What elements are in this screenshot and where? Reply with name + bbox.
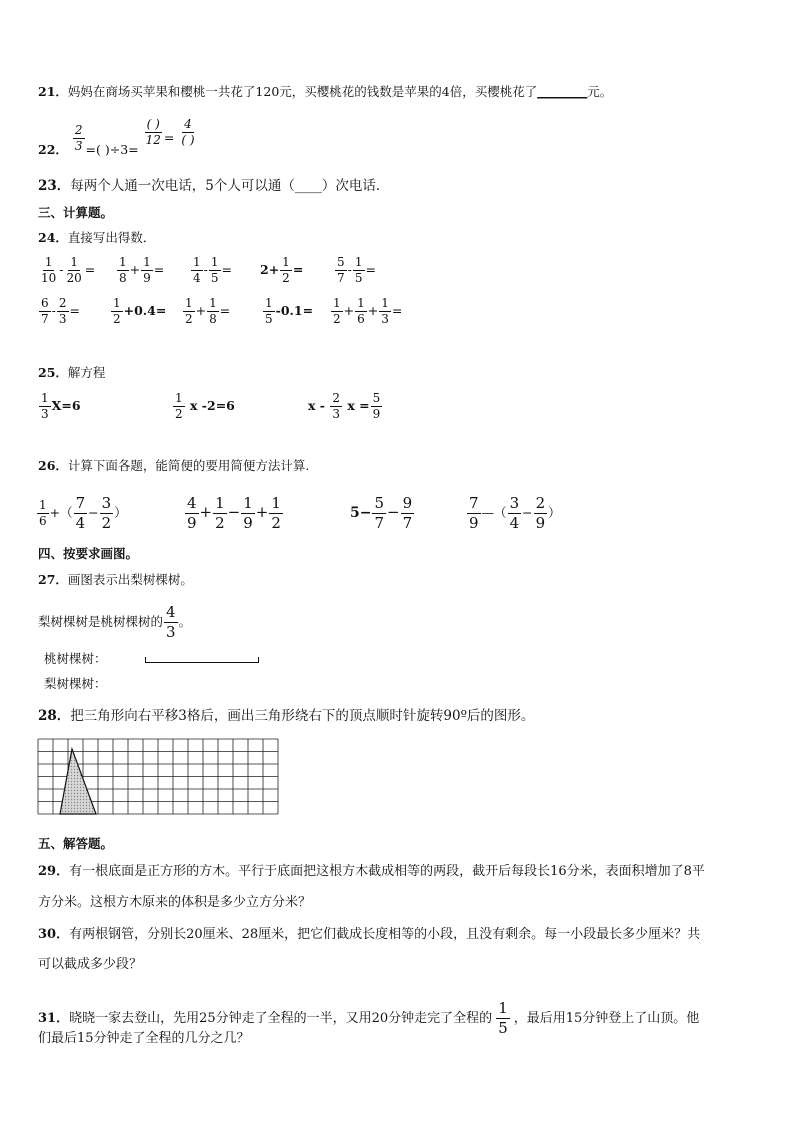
q22-eq: =	[163, 130, 175, 145]
question-26-title	[38, 458, 309, 474]
peach-trees-label: 桃树棵树：	[44, 651, 107, 666]
q24-number: 24．	[38, 230, 68, 245]
question-31-line-2: 们最后15分钟走了全程的几分之几？	[38, 1031, 250, 1046]
q26-expr-c: 5− $\frac{5}{7}$ − $\frac{9}{7}$	[350, 494, 413, 532]
q24-expr-k: $\frac{1}{2}$ + $\frac{1}{6}$ + $\frac{1}{3}$ =	[333, 296, 403, 326]
q27-number: 27．	[38, 572, 68, 587]
q26-number: 26．	[38, 458, 68, 473]
q22-number: 22．	[38, 142, 68, 157]
q23-text: 每两个人通一次电话，5个人可以通（____）次电话．	[70, 178, 390, 194]
q24-expr-i: $\frac{1}{2}$ + $\frac{1}{8}$ =	[185, 296, 231, 326]
question-25-title	[38, 365, 105, 381]
question-21	[38, 84, 612, 100]
q21-number: 21．	[38, 84, 68, 99]
q29-number: 29．	[38, 864, 70, 879]
q21-text: 妈妈在商场买苹果和樱桃一共花了120元，买樱桃花的钱数是苹果的4倍，买樱桃花了	[67, 84, 538, 99]
q24-expr-b: $\frac{1}{8}$ + $\frac{1}{9}$ =	[119, 255, 165, 285]
question-28	[38, 708, 534, 724]
q27-title: 画图表示出梨树棵树。	[67, 572, 193, 587]
q24-expr-a: $\frac{1}{10}$ - $\frac{1}{20}$ =	[41, 255, 96, 285]
q24-expr-d: 2+ $\frac{1}{2}$ =	[260, 255, 304, 285]
drawing-grid[interactable]	[37, 738, 280, 820]
q22-fraction-2[interactable]: $\frac{( )}{12}$	[145, 117, 161, 147]
question-24-title	[38, 230, 155, 246]
q25-equation-2: $\frac{1}{2}$ x -2=6	[175, 391, 235, 421]
q23-number: 23．	[38, 178, 71, 194]
q26-title: 计算下面各题，能简便的要用简便方法计算.	[67, 458, 310, 473]
q24-expr-j: $\frac{1}{5}$ -0.1=	[265, 296, 314, 326]
q26-expr-a: $\frac{1}{6}$ +（ $\frac{7}{4}$ − $\frac{3}{2}$ ）	[39, 494, 127, 532]
q22-part1[interactable]: =( )÷3=	[85, 142, 139, 157]
grid-svg	[37, 738, 280, 816]
q24-title: 直接写出得数．	[67, 230, 156, 245]
question-30-line-1: 30．有两根钢管，分别长20厘米、28厘米，把它们截成长度相等的小段，且没有剩余。每一小段最长多少厘米？共	[38, 927, 701, 942]
q24-expr-c: $\frac{1}{4}$ - $\frac{1}{5}$ =	[193, 255, 232, 285]
question-31-line-1: 31．晓晓一家去登山，先用25分钟走了全程的一半，又用20分钟走完了全程的 $\frac{1}{5}$ ，最后用15分钟登上了山顶。他	[38, 999, 700, 1037]
peach-trees-segment	[145, 657, 259, 663]
q22-fraction-3[interactable]: $\frac{4}{( )}$	[181, 117, 195, 147]
question-29-line-1: 29．有一根底面是正方形的方木。平行于底面把这根方木截成相等的两段，截开后每段长16分米，表面积增加了8平	[38, 864, 705, 879]
q25-title: 解方程	[67, 365, 106, 380]
q24-expr-g: $\frac{6}{7}$ - $\frac{2}{3}$ =	[41, 296, 80, 326]
question-30-line-2: 可以截成多少段？	[38, 957, 143, 972]
q26-expr-d: $\frac{7}{9}$ —（ $\frac{3}{4}$ − $\frac{2}{9}$ ）	[469, 494, 561, 532]
q30-number: 30．	[38, 927, 70, 942]
q27-sentence: 梨树棵树是桃树棵树的 $\frac{4}{3}$ 。	[38, 603, 192, 641]
q24-expr-h: $\frac{1}{2}$ +0.4=	[113, 296, 167, 326]
pear-trees-label: 梨树棵树：	[44, 676, 107, 691]
section-5-heading: 五、解答题。	[38, 836, 114, 851]
question-23	[38, 178, 389, 194]
q26-expr-b: $\frac{4}{9}$ + $\frac{1}{2}$ − $\frac{1}{9}$ + $\frac{1}{2}$	[187, 494, 281, 532]
section-4-heading: 四、按要求画图。	[38, 546, 139, 561]
question-27-title	[38, 572, 193, 588]
q22-fraction-1: $\frac{2}{3}$	[74, 123, 83, 153]
q31-number: 31．	[38, 1011, 70, 1026]
q28-text: 把三角形向右平移3格后，画出三角形绕右下的顶点顺时针旋转90º后的图形。	[70, 708, 535, 724]
q24-expr-e: $\frac{5}{7}$ - $\frac{1}{5}$ =	[337, 255, 376, 285]
section-3-heading: 三、计算题。	[38, 205, 114, 220]
pear-trees-drawing-area[interactable]	[145, 674, 375, 694]
question-29-line-2: 方分米。这根方木原来的体积是多少立方分米？	[38, 895, 312, 910]
q28-number: 28．	[38, 708, 71, 724]
question-22	[38, 117, 198, 157]
q21-unit: 元。	[587, 84, 613, 99]
q25-equation-1: $\frac{1}{3}$ X=6	[41, 391, 81, 421]
q25-equation-3: x - $\frac{2}{3}$ x = $\frac{5}{9}$	[308, 391, 381, 421]
q25-number: 25．	[38, 365, 68, 380]
q21-blank[interactable]: ________	[537, 84, 588, 99]
triangle-shape[interactable]	[60, 749, 96, 814]
